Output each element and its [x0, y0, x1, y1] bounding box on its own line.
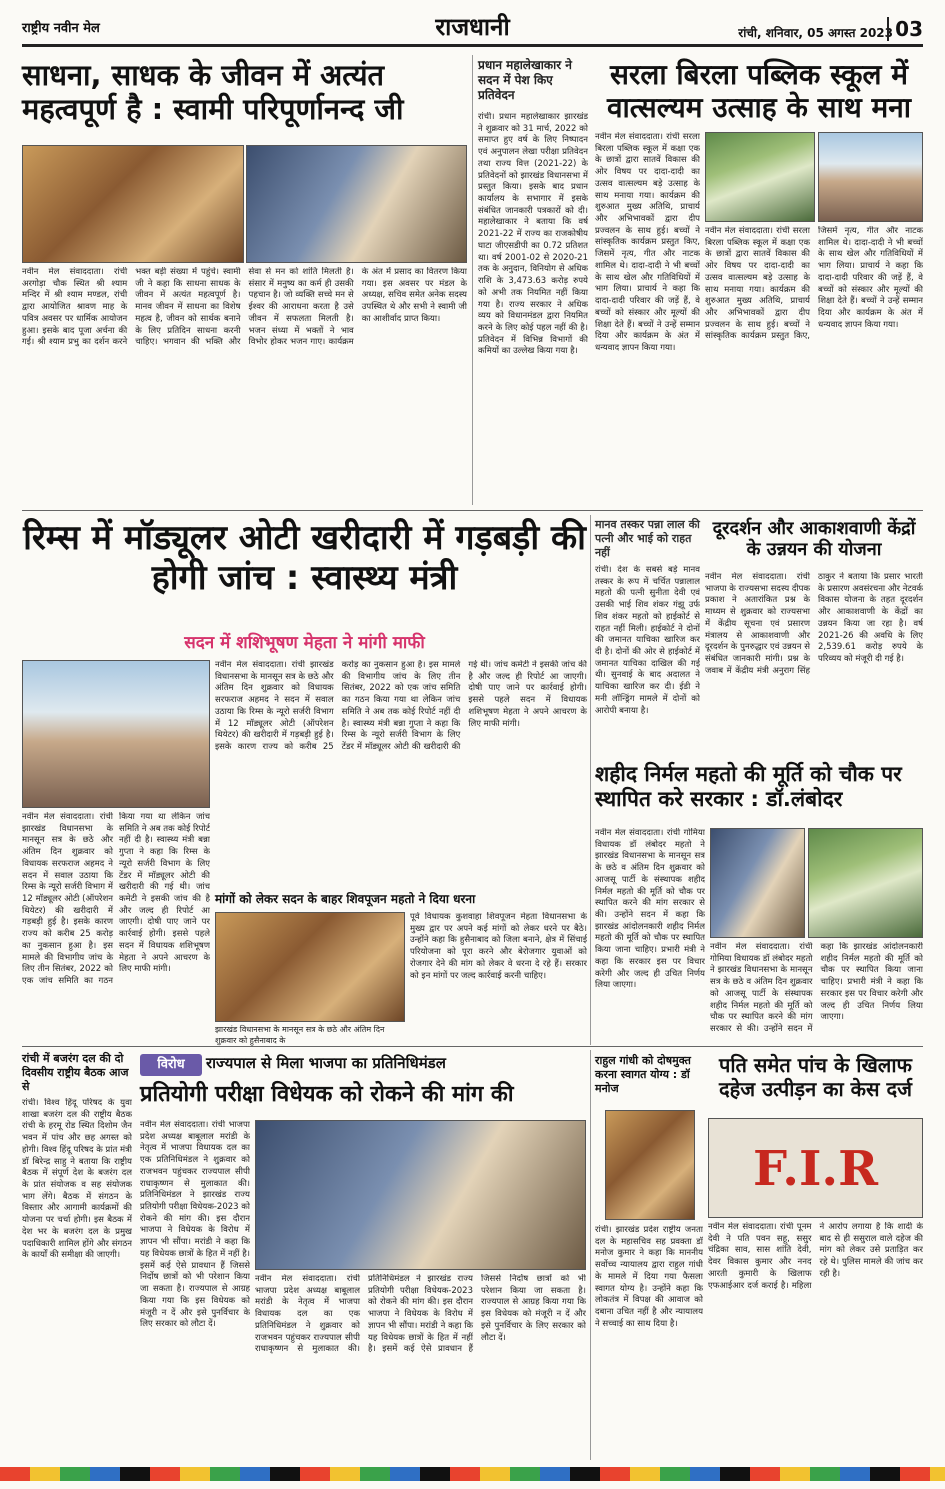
story10-photo — [255, 1120, 586, 1270]
section-title: राजधानी — [435, 12, 510, 41]
story8-photo — [215, 912, 405, 1022]
paper-name: राष्ट्रीय नवीन मेल — [22, 21, 100, 36]
story1-headline: साधना, साधक के जीवन में अत्यंत महत्वपूर्ण है : स्वामी परिपूर्णानन्द जी — [22, 58, 404, 127]
story10-headline: प्रतियोगी परीक्षा विधेयक को रोकने की मांग की — [140, 1082, 514, 1107]
story9-body: रांची। विश्व हिंदू परिषद के युवा शाखा बजरंग दल की राष्ट्रीय बैठक रांची के हरमू रोड स्थित दिशोम जैन भवन में पांच और छह अगस्त को होगी। विश्व हिंदू परिषद के प्रांत मंत्री डॉ बिरेन्द्र साहु ने बताया कि राष्ट्रीय बैठक में संपूर्ण देश के बजरंग दल के प्रांत संयोजक व सह संयोजक भाग लेंगे। बैठक में संगठन के विस्तार और आगामी कार्यक्रमों की योजना पर चर्चा होगी। इस बैठक में देश भर के बजरंग दल के प्रमुख पदाधिकारी शामिल होंगे और संगठन के कार्यों की समीक्षा की जाएगी। — [22, 1098, 132, 1261]
story7-photo-2 — [808, 828, 923, 938]
story4-body: नवीन मेल संवाददाता। रांची झारखंड विधानसभा के मानसून सत्र के छठे और अंतिम दिन शुक्रवार को विधायक सरफराज अहमद ने सदन में सवाल उठाया कि रिम्स के न्यूरो सर्जरी विभाग में 12 मॉड्यूलर ओटी (ऑपरेशन थियेटर) की खरीदारी में गड़बड़ी हुई है। इसके कारण राज्य को करीब 25 करोड़ का नुकसान हुआ है। इस मामले की विभागीय जांच के लिए तीन सितंबर, 2022 को एक जांच समिति का गठन किया गया था लेकिन जांच समिति ने अब तक कोई रिपोर्ट नहीं दी है। स्वास्थ्य मंत्री बन्ना गुप्ता ने कहा कि रिम्स के न्यूरो सर्जरी विभाग के लिए टेंडर में मॉड्यूलर ओटी की खरीदारी की गई थी। जांच कमेटी ने इसकी जांच की है और जल्द ही रिपोर्ट आ जाएगी। दोषी पाए जाने पर कार्रवाई होगी। इससे पहले सदन में विधायक शशिभूषण मेहता ने अपने आचरण के लिए माफी मांगी। — [215, 660, 587, 753]
story7-photo-1 — [710, 828, 805, 938]
story1-body: नवीन मेल संवाददाता। रांची अरगोड़ा चौक स्थित श्री श्याम मन्दिर में श्री श्याम मण्डल, रांची द्वारा आयोजित श्रावण माह के पवित्र अवसर पर धार्मिक आयोजन हुआ। इसके बाद पूजा अर्चना की गई। श्री श्याम प्रभु का दर्शन करने भक्त बड़ी संख्या में पहुंचे। स्वामी जी ने कहा कि साधना साधक के जीवन में अत्यंत महत्वपूर्ण है। मानव जीवन में साधना का विशेष महत्व है, जीवन को सार्थक बनाने के लिए प्रतिदिन साधना करनी चाहिए। भगवान की भक्ति और सेवा से मन को शांति मिलती है। संसार में मनुष्य का कर्म ही उसकी पहचान है। जो व्यक्ति सच्चे मन से ईश्वर की आराधना करता है उसे जीवन में सफलता मिलती है। भजन संध्या में भक्तों ने भाव विभोर होकर भजन गाए। कार्यक्रम के अंत में प्रसाद का वितरण किया गया। इस अवसर पर मंडल के अध्यक्ष, सचिव समेत अनेक सदस्य उपस्थित थे और सभी ने स्वामी जी का आशीर्वाद प्राप्त किया। — [22, 267, 467, 348]
story7-headline: शहीद निर्मल महतो की मूर्ति को चौक पर स्थापित करे सरकार : डॉ.लंबोदर — [595, 762, 902, 811]
color-bar — [0, 1467, 945, 1481]
divider — [590, 515, 591, 1045]
story1-photo-2 — [246, 145, 467, 263]
story10-body: नवीन मेल संवाददाता। रांची भाजपा प्रदेश अध्यक्ष बाबूलाल मरांडी के नेतृत्व में भाजपा विधायक दल का एक प्रतिनिधिमंडल ने शुक्रवार को राजभवन पहुंचकर राज्यपाल सीपी राधाकृष्णन से मुलाकात की। प्रतिनिधिमंडल ने झारखंड राज्य प्रतियोगी परीक्षा विधेयक-2023 को रोकने की मांग की। इस दौरान भाजपा ने विधेयक के विरोध में ज्ञापन भी सौंपा। मरांडी ने कहा कि यह विधेयक छात्रों के हित में नहीं है। इसमें कई ऐसे प्रावधान हैं जिससे निर्दोष छात्रों को भी परेशान किया जा सकता है। राज्यपाल से आग्रह किया गया कि इस विधेयक को मंजूरी न दें और इसे पुनर्विचार के लिए सरकार को लौटा दें। — [140, 1120, 250, 1330]
story3-body: नवीन मेल संवाददाता। रांची सरला बिरला पब्लिक स्कूल में कक्षा एक के छात्रों द्वारा सातवें विकास की ओर विषय पर दादा-दादी का उत्सव वात्सल्यम बड़े उत्साह के साथ मनाया गया। कार्यक्रम की शुरुआत मुख्य अतिथि, प्राचार्य और अभिभावकों द्वारा दीप प्रज्वलन के साथ हुई। बच्चों ने सांस्कृतिक कार्यक्रम प्रस्तुत किए, जिसमें नृत्य, गीत और नाटक शामिल थे। दादा-दादी ने भी बच्चों के साथ खेल और गतिविधियों में भाग लिया। प्राचार्य ने कहा कि दादा-दादी परिवार की जड़ें हैं, वे बच्चों को संस्कार और मूल्यों की शिक्षा देते हैं। बच्चों ने उन्हें सम्मान दिया और कार्यक्रम के अंत में धन्यवाद ज्ञापन किया गया। — [595, 132, 700, 353]
story3-body-cont: नवीन मेल संवाददाता। रांची सरला बिरला पब्लिक स्कूल में कक्षा एक के छात्रों द्वारा सातवें विकास की ओर विषय पर दादा-दादी का उत्सव वात्सल्यम बड़े उत्साह के साथ मनाया गया। कार्यक्रम की शुरुआत मुख्य अतिथि, प्राचार्य और अभिभावकों द्वारा दीप प्रज्वलन के साथ हुई। बच्चों ने सांस्कृतिक कार्यक्रम प्रस्तुत किए, जिसमें नृत्य, गीत और नाटक शामिल थे। दादा-दादी ने भी बच्चों के साथ खेल और गतिविधियों में भाग लिया। प्राचार्य ने कहा कि दादा-दादी परिवार की जड़ें हैं, वे बच्चों को संस्कार और मूल्यों की शिक्षा देते हैं। बच्चों ने उन्हें सम्मान दिया और कार्यक्रम के अंत में धन्यवाद ज्ञापन किया गया। — [705, 226, 923, 342]
story4-photo — [22, 660, 210, 808]
divider — [22, 510, 923, 511]
story8-headline: मांगों को लेकर सदन के बाहर शिवपूजन महतो ने दिया धरना — [215, 892, 476, 906]
story11-body: रांची। झारखंड प्रदेश राष्ट्रीय जनता दल के महासचिव सह प्रवक्ता डॉ मनोज कुमार ने कहा कि माननीय सर्वोच्च न्यायालय द्वारा राहुल गांधी के मामले में दिया गया फैसला स्वागत योग्य है। उन्होंने कहा कि लोकतंत्र में विपक्ष की आवाज को दबाना उचित नहीं है और न्यायालय ने सच्चाई का साथ दिया है। — [595, 1225, 703, 1329]
story2-body: रांची। प्रधान महालेखाकार झारखंड ने शुक्रवार को 31 मार्च, 2022 को समाप्त हुए वर्ष के लिए निष्पादन एवं अनुपालन लेखा परीक्षा प्रतिवेदन तथा राज्य वित्त (2021-22) के प्रतिवेदनों को झारखंड विधानसभा में प्रस्तुत किया। इसके बाद प्रधान कार्यालय के सभागार में इसके संबंधित जानकारी पत्रकारों को दी। महालेखाकार ने बताया कि वर्ष 2021-22 में राज्य का राजकोषीय घाटा जीएसडीपी का 0.72 प्रतिशत था। वर्ष 2001-02 से 2020-21 तक के अनुदान, विनियोग से अधिक राशि के 3,473.63 करोड़ रुपये को अभी तक नियमित नहीं किया गया है। राज्य सरकार ने अधिक व्यय को विधानमंडल द्वारा नियमित करने के लिए कोई पहल नहीं की है। प्रतिवेदन में विभिन्न विभागों की कमियों का उल्लेख किया गया है। — [478, 112, 588, 357]
story8-body: पूर्व विधायक कुशवाहा शिवपूजन मेहता विधानसभा के मुख्य द्वार पर अपने कई मांगों को लेकर धरने पर बैठे। उन्होंने कहा कि हुसैनाबाद को जिला बनाने, क्षेत्र में सिंचाई परियोजना को पूरा करने और बेरोजगार युवाओं को रोजगार देने की मांग को लेकर वे धरना दे रहे हैं। सरकार को इन मांगों पर जल्द कार्रवाई करनी चाहिए। — [410, 912, 587, 981]
story11-photo — [605, 1110, 695, 1220]
divider — [590, 1050, 591, 1460]
story12-fir-text: F.I.R — [752, 1141, 878, 1197]
story10-body-cont: नवीन मेल संवाददाता। रांची भाजपा प्रदेश अध्यक्ष बाबूलाल मरांडी के नेतृत्व में भाजपा विधायक दल का एक प्रतिनिधिमंडल ने शुक्रवार को राजभवन पहुंचकर राज्यपाल सीपी राधाकृष्णन से मुलाकात की। प्रतिनिधिमंडल ने झारखंड राज्य प्रतियोगी परीक्षा विधेयक-2023 को रोकने की मांग की। इस दौरान भाजपा ने विधेयक के विरोध में ज्ञापन भी सौंपा। मरांडी ने कहा कि यह विधेयक छात्रों के हित में नहीं है। इसमें कई ऐसे प्रावधान हैं जिससे निर्दोष छात्रों को भी परेशान किया जा सकता है। राज्यपाल से आग्रह किया गया कि इस विधेयक को मंजूरी न दें और इसे पुनर्विचार के लिए सरकार को लौटा दें। — [255, 1274, 586, 1355]
story7-body-cont: नवीन मेल संवाददाता। रांची गोमिया विधायक डॉ लंबोदर महतो ने झारखंड विधानसभा के मानसून सत्र के छठे व अंतिम दिन शुक्रवार को आजसू पार्टी के संस्थापक शहीद निर्मल महतो की मूर्ति को चौक पर स्थापित करने की मांग सरकार से की। उन्होंने सदन में कहा कि झारखंड आंदोलनकारी शहीद निर्मल महतो की मूर्ति को चौक पर स्थापित किया जाना चाहिए। प्रभारी मंत्री ने कहा कि सरकार इस पर विचार करेगी और जल्द ही उचित निर्णय लिया जाएगा। — [710, 942, 923, 1035]
page-number: 03 — [887, 17, 923, 41]
story4-headline: रिम्स में मॉड्यूलर ओटी खरीदारी में गड़बड़ी की होगी जांच : स्वास्थ्य मंत्री — [23, 518, 586, 599]
story2-headline: प्रधान महालेखाकार ने सदन में पेश किए प्रतिवेदन — [478, 58, 572, 102]
story8-caption: झारखंड विधानसभा के मानसून सत्र के छठे और अंतिम दिन शुक्रवार को हुसैनाबाद के — [215, 1025, 385, 1045]
story11-headline: राहुल गांधी को दोषमुक्त करना स्वागत योग्य : डॉ मनोज — [595, 1054, 691, 1095]
story9-headline: रांची में बजरंग दल की दो दिवसीय राष्ट्रीय बैठक आज से — [22, 1052, 129, 1093]
story12-headline: पति समेत पांच के खिलाफ दहेज उत्पीड़न का केस दर्ज — [719, 1053, 912, 1101]
story10-tag: विरोध — [140, 1054, 202, 1076]
story3-photo-1 — [705, 132, 815, 222]
story5-body: रांची। देश के सबसे बड़े मानव तस्कर के रूप में चर्चित पन्नालाल महतो की पत्नी सुनीता देवी एवं उसकी भाई शिव शंकर गंझू उर्फ शिव शंकर महतो को हाईकोर्ट से राहत नहीं मिली। हाईकोर्ट ने दोनों की जमानत याचिका खारिज कर दी है। दोनों की ओर से हाईकोर्ट में जमानत याचिका दाखिल की गई थी। सुनवाई के बाद अदालत ने याचिका खारिज कर दी। ईडी ने मनी लॉन्ड्रिंग मामले में दोनों को आरोपी बनाया है। — [595, 565, 700, 716]
story3-headline: सरला बिरला पब्लिक स्कूल में वात्सल्यम उत्साह के साथ मना — [606, 58, 912, 125]
story6-body: नवीन मेल संवाददाता। रांची भाजपा के राज्यसभा सदस्य दीपक प्रकाश ने अतारांकित प्रश्न के माध्यम से शुक्रवार को राज्यसभा में केंद्रीय सूचना एवं प्रसारण मंत्रालय से आकाशवाणी और दूरदर्शन के पुनरुद्धार एवं उन्नयन से संबंधित जानकारी मांगी। प्रश्न के जवाब में केंद्रीय मंत्री अनुराग सिंह ठाकुर ने बताया कि प्रसार भारती के प्रसारण अवसंरचना और नेटवर्क विकास योजना के तहत दूरदर्शन और आकाशवाणी के केंद्रों का उन्नयन किया जा रहा है। वर्ष 2021-26 की अवधि के लिए 2,539.61 करोड़ रुपये के परिव्यय को मंजूरी दी गई है। — [705, 572, 923, 676]
story12-body: नवीन मेल संवाददाता। रांची पूनम देवी ने पति पवन सहू, ससुर चंद्रिका साव, सास शांति देवी, देवर विकास कुमार और ननद आरती कुमारी के खिलाफ एफआईआर दर्ज कराई है। महिला ने आरोप लगाया है कि शादी के बाद से ही ससुराल वाले दहेज की मांग को लेकर उसे प्रताड़ित कर रहे थे। पुलिस मामले की जांच कर रही है। — [708, 1222, 923, 1291]
header-rule — [22, 44, 923, 47]
story10-kicker: राज्यपाल से मिला भाजपा का प्रतिनिधिमंडल — [206, 1054, 446, 1072]
story1-photo-1 — [22, 145, 244, 263]
story4-body-cont: नवीन मेल संवाददाता। रांची झारखंड विधानसभा के मानसून सत्र के छठे और अंतिम दिन शुक्रवार को विधायक सरफराज अहमद ने सदन में सवाल उठाया कि रिम्स के न्यूरो सर्जरी विभाग में 12 मॉड्यूलर ओटी (ऑपरेशन थियेटर) की खरीदारी में गड़बड़ी हुई है। इसके कारण राज्य को करीब 25 करोड़ का नुकसान हुआ है। इस मामले की विभागीय जांच के लिए तीन सितंबर, 2022 को एक जांच समिति का गठन किया गया था लेकिन जांच समिति ने अब तक कोई रिपोर्ट नहीं दी है। स्वास्थ्य मंत्री बन्ना गुप्ता ने कहा कि रिम्स के न्यूरो सर्जरी विभाग के लिए टेंडर में मॉड्यूलर ओटी की खरीदारी की गई थी। जांच कमेटी ने इसकी जांच की है और जल्द ही रिपोर्ट आ जाएगी। दोषी पाए जाने पर कार्रवाई होगी। इससे पहले सदन में विधायक शशिभूषण मेहता ने अपने आचरण के लिए माफी मांगी। — [22, 812, 210, 987]
story12-fir-image — [708, 1118, 923, 1218]
story7-body: नवीन मेल संवाददाता। रांची गोमिया विधायक डॉ लंबोदर महतो ने झारखंड विधानसभा के मानसून सत्र के छठे व अंतिम दिन शुक्रवार को आजसू पार्टी के संस्थापक शहीद निर्मल महतो की मूर्ति को चौक पर स्थापित करने की मांग सरकार से की। उन्होंने सदन में कहा कि झारखंड आंदोलनकारी शहीद निर्मल महतो की मूर्ति को चौक पर स्थापित किया जाना चाहिए। प्रभारी मंत्री ने कहा कि सरकार इस पर विचार करेगी और जल्द ही उचित निर्णय लिया जाएगा। — [595, 828, 705, 991]
story3-photo-2 — [818, 132, 923, 222]
dateline: रांची, शनिवार, 05 अगस्त 2023 — [738, 26, 893, 40]
story6-headline: दूरदर्शन और आकाशवाणी केंद्रों के उन्नयन की योजना — [712, 518, 916, 561]
story5-headline: मानव तस्कर पन्ना लाल की पत्नी और भाई को राहत नहीं — [595, 518, 700, 559]
divider — [22, 1046, 923, 1047]
divider — [472, 55, 473, 505]
story4-subhead: सदन में शशिभूषण मेहता ने मांगी माफी — [184, 633, 425, 653]
